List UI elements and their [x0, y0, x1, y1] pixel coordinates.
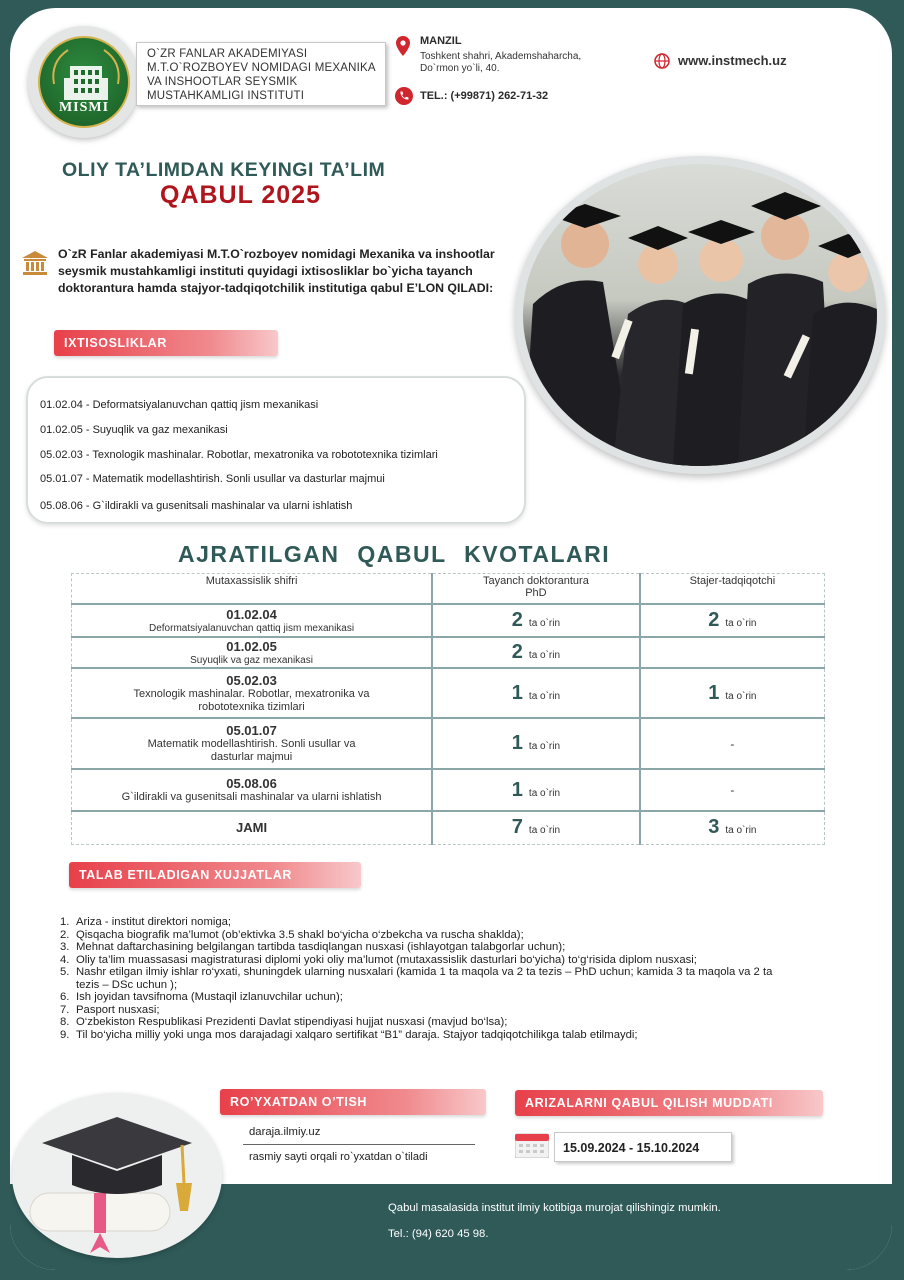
table-row	[72, 718, 825, 769]
document-text: O‘zbekiston Respublikasi Prezidenti Davlat stipendiyasi hujjat nusxasi (mavjud bo‘lsa);	[76, 1016, 508, 1028]
specialty-code: 05.01.07	[226, 723, 277, 738]
list-item: 4. Oliy ta’lim muassasasi magistraturasi diplomi yoki oliy ma’lumot (mutaxassislik dasturlari bo‘yicha) to‘g‘risida diplom nusxasi;	[60, 953, 697, 966]
institute-name-line: M.T.O`ROZBOYEV NOMIDAGI MEXANIKA	[147, 62, 376, 74]
poster-sheet	[10, 8, 892, 1270]
phd-count: 1	[511, 732, 523, 754]
graduates-photo	[523, 164, 877, 466]
specialty-cell	[72, 604, 433, 637]
specialty-name: Texnologik mashinalar. Robotlar, mexatronika va robototexnika tizimlari	[133, 687, 370, 713]
registration-site-link[interactable]: daraja.ilmiy.uz	[243, 1126, 475, 1145]
document-text: Ariza - institut direktori nomiga;	[76, 916, 232, 928]
phd-cell	[432, 604, 640, 637]
registration-note: rasmiy sayti orqali ro`yxatdan o`tiladi	[249, 1151, 428, 1163]
phone-number: TEL.: (+99871) 262-71-32	[420, 90, 549, 102]
specialty-cell	[72, 718, 433, 769]
deadline-dates: 15.09.2024 - 15.10.2024	[554, 1132, 732, 1162]
address-line-1: Toshkent shahri, Akademshaharcha,	[420, 51, 582, 62]
specialties-list	[26, 376, 526, 524]
calendar-icon	[515, 1132, 549, 1158]
phd-total-cell	[432, 811, 640, 844]
phd-count: 1	[511, 778, 523, 801]
unit-label: ta o`rin	[528, 650, 561, 661]
list-item: 9. Til bo‘yicha milliy yoki unga mos darajadagi xalqaro sertifikat “B1” daraja. Stajyor tadqiqotchilikga talab etilmaydi;	[60, 1028, 638, 1041]
specialty-code: 05.02.03	[226, 672, 277, 688]
specialty-name: Matematik modellashtirish. Sonli usullar va dasturlar majmui	[147, 738, 356, 763]
quota-table	[71, 573, 825, 845]
document-text: Ish joyidan tavsifnoma (Mustaqil izlanuvchilar uchun);	[76, 991, 343, 1003]
unit-label: ta o`rin	[528, 741, 561, 752]
institute-name-line: MUSTAHKAMLIGI INSTITUTI	[147, 90, 305, 102]
unit-label: ta o`rin	[528, 618, 561, 629]
list-item: 6. Ish joyidan tavsifnoma (Mustaqil izlanuvchilar uchun);	[60, 991, 343, 1003]
table-header-row	[72, 574, 825, 605]
globe-icon	[654, 53, 670, 69]
institute-name-box	[136, 42, 386, 106]
total-label-cell	[72, 811, 433, 844]
phd-cell	[432, 668, 640, 718]
registration-heading: RO’YXATDAN O’TISH	[220, 1089, 486, 1115]
table-row	[72, 637, 825, 668]
documents-list	[60, 916, 790, 1041]
address-label: MANZIL	[420, 35, 462, 47]
institution-icon	[22, 251, 48, 275]
intern-total-cell	[640, 811, 825, 844]
document-text: Til bo‘yicha milliy yoki unga mos darajadagi xalqaro sertifikat “B1” daraja. Stajyor tadqiqotchilikga talab etilmaydi;	[76, 1028, 638, 1041]
graduation-cap-icon	[12, 1093, 222, 1258]
graduates-illustration	[523, 164, 877, 466]
total-label: JAMI	[236, 820, 268, 836]
specialty-cell	[72, 769, 433, 811]
website-link[interactable]: www.instmech.uz	[678, 53, 787, 68]
specialty-code: 01.02.04	[226, 606, 277, 622]
specialty-name: Suyuqlik va gaz mexanikasi	[190, 654, 313, 666]
phd-cell	[432, 769, 640, 811]
address-line-2: Do`rmon yo`li, 40.	[420, 63, 500, 74]
announcement-text: O`zR Fanlar akademiyasi M.T.O`rozboyev nomidagi Mexanika va inshootlar seysmik mustahkamligi instituti quyidagi ixtisosliklar bo`yicha tayanch doktorantura hamda stajyor-tadqiqotchilik institutiga qabul E’LON QILADI:	[58, 247, 495, 295]
intern-count: -	[730, 783, 735, 797]
document-text: Pasport nusxasi;	[76, 1003, 160, 1016]
specialty-code: 05.08.06	[226, 776, 277, 791]
specialty-code: 01.02.05	[226, 638, 277, 654]
intern-cell	[640, 637, 825, 668]
quota-title: AJRATILGAN QABUL KVOTALARI	[178, 541, 611, 567]
phone-icon	[395, 87, 413, 105]
graduation-cap-image	[12, 1093, 222, 1258]
list-item: 1. Ariza - institut direktori nomiga;	[60, 916, 232, 928]
intern-cell	[640, 668, 825, 718]
table-row	[72, 604, 825, 637]
deadline-heading: ARIZALARNI QABUL QILISH MUDDATI	[515, 1090, 823, 1116]
unit-label: ta o`rin	[528, 690, 561, 702]
footer-note: Qabul masalasida institut ilmiy kotibiga murojat qilishingiz mumkin.	[388, 1202, 721, 1214]
list-item: 3. Mehnat daftarchasining belgilangan tartibda tasdiqlangan nusxasi (ishlayotgan talabgorlar uchun);	[60, 941, 566, 953]
document-text: Oliy ta’lim muassasasi magistraturasi diplomi yoki oliy ma’lumot (mutaxassislik dasturlari bo‘yicha) to‘g‘risida diplom nusxasi;	[76, 953, 697, 966]
phd-count: 1	[511, 681, 523, 704]
intern-cell	[640, 718, 825, 769]
list-item: 01.02.05 - Suyuqlik va gaz mexanikasi	[40, 424, 228, 436]
logo-badge	[28, 26, 140, 138]
intern-cell	[640, 604, 825, 637]
unit-label: ta o`rin	[725, 618, 757, 629]
intern-count: 1	[708, 681, 720, 704]
documents-heading: TALAB ETILADIGAN XUJJATLAR	[69, 862, 361, 888]
column-header: Mutaxassislik shifri	[72, 574, 433, 605]
table-row	[72, 668, 825, 718]
phd-cell	[432, 637, 640, 668]
table-total-row	[72, 811, 825, 844]
document-text: Mehnat daftarchasining belgilangan tartibda tasdiqlangan nusxasi (ishlayotgan talabgorlar uchun);	[76, 941, 566, 953]
list-item: 05.02.03 - Texnologik mashinalar. Robotlar, mexatronika va robototexnika tizimlari	[40, 449, 438, 461]
phd-count: 2	[511, 609, 523, 631]
specialty-cell	[72, 668, 433, 718]
logo-text: MISMI	[58, 100, 110, 115]
list-item: 8. O‘zbekiston Respublikasi Prezidenti Davlat stipendiyasi hujjat nusxasi (mavjud bo‘lsa);	[60, 1016, 508, 1028]
institute-logo	[38, 36, 130, 128]
document-text: Nashr etilgan ilmiy ishlar ro‘yxati, shuningdek ularning nusxalari (kamida 1 ta maqola va 2 ta tezis – PhD uchun; kamida 3 ta maqola va 2 ta tezis – DSc uchun );	[76, 966, 773, 991]
page-title: OLIY TA’LIMDAN KEYINGI TA’LIM	[62, 159, 386, 181]
specialty-cell	[72, 637, 433, 668]
intern-count: -	[730, 736, 735, 751]
column-header	[432, 574, 640, 605]
specialty-name: Deformatsiyalanuvchan qattiq jism mexanikasi	[149, 622, 355, 634]
institute-name-line: O`ZR FANLAR AKADEMIYASI	[147, 48, 308, 60]
graduates-photo-frame	[515, 156, 885, 474]
phd-total: 7	[511, 816, 523, 839]
list-item: 2. Qisqacha biografik ma’lumot (ob’ektivka 3.5 shakl bo‘yicha o‘zbekcha va ruscha shaklda);	[60, 928, 524, 941]
table-row	[72, 769, 825, 811]
unit-label: ta o`rin	[725, 825, 757, 837]
footer-phone: Tel.: (94) 620 45 98.	[388, 1228, 489, 1240]
list-item: 05.08.06 - G`ildirakli va gusenitsali mashinalar va ularni ishlatish	[40, 500, 353, 512]
list-item: 05.01.07 - Matematik modellashtirish. Sonli usullar va dasturlar majmui	[40, 473, 385, 485]
intern-count: 2	[708, 609, 720, 631]
unit-label: ta o`rin	[725, 690, 757, 702]
phd-count: 2	[511, 641, 523, 663]
registration-box	[243, 1126, 475, 1163]
column-header-text: Tayanch doktorantura PhD	[483, 575, 589, 599]
institute-name-line: VA INSHOOTLAR SEYSMIK	[147, 76, 298, 88]
list-item: 5. Nashr etilgan ilmiy ishlar ro‘yxati, shuningdek ularning nusxalari (kamida 1 ta maqola va 2 ta tezis – PhD uchun; kamida 3 ta maqola va 2 ta tezis – DSc uchun );	[60, 966, 780, 991]
intern-cell	[640, 769, 825, 811]
phd-cell	[432, 718, 640, 769]
unit-label: ta o`rin	[528, 787, 561, 799]
list-item: 7. Pasport nusxasi;	[60, 1003, 160, 1016]
specialty-name: G`ildirakli va gusenitsali mashinalar va ularni ishlatish	[121, 791, 382, 803]
list-item: 01.02.04 - Deformatsiyalanuvchan qattiq jism mexanikasi	[40, 399, 319, 411]
column-header: Stajer-tadqiqotchi	[640, 574, 825, 605]
specialties-heading: IXTISOSLIKLAR	[54, 330, 278, 356]
document-text: Qisqacha biografik ma’lumot (ob’ektivka 3.5 shakl bo‘yicha o‘zbekcha va ruscha shaklda);	[76, 928, 524, 941]
intern-total: 3	[708, 816, 720, 839]
unit-label: ta o`rin	[528, 825, 561, 837]
page-subtitle: QABUL 2025	[160, 181, 321, 209]
location-pin-icon	[396, 36, 410, 56]
